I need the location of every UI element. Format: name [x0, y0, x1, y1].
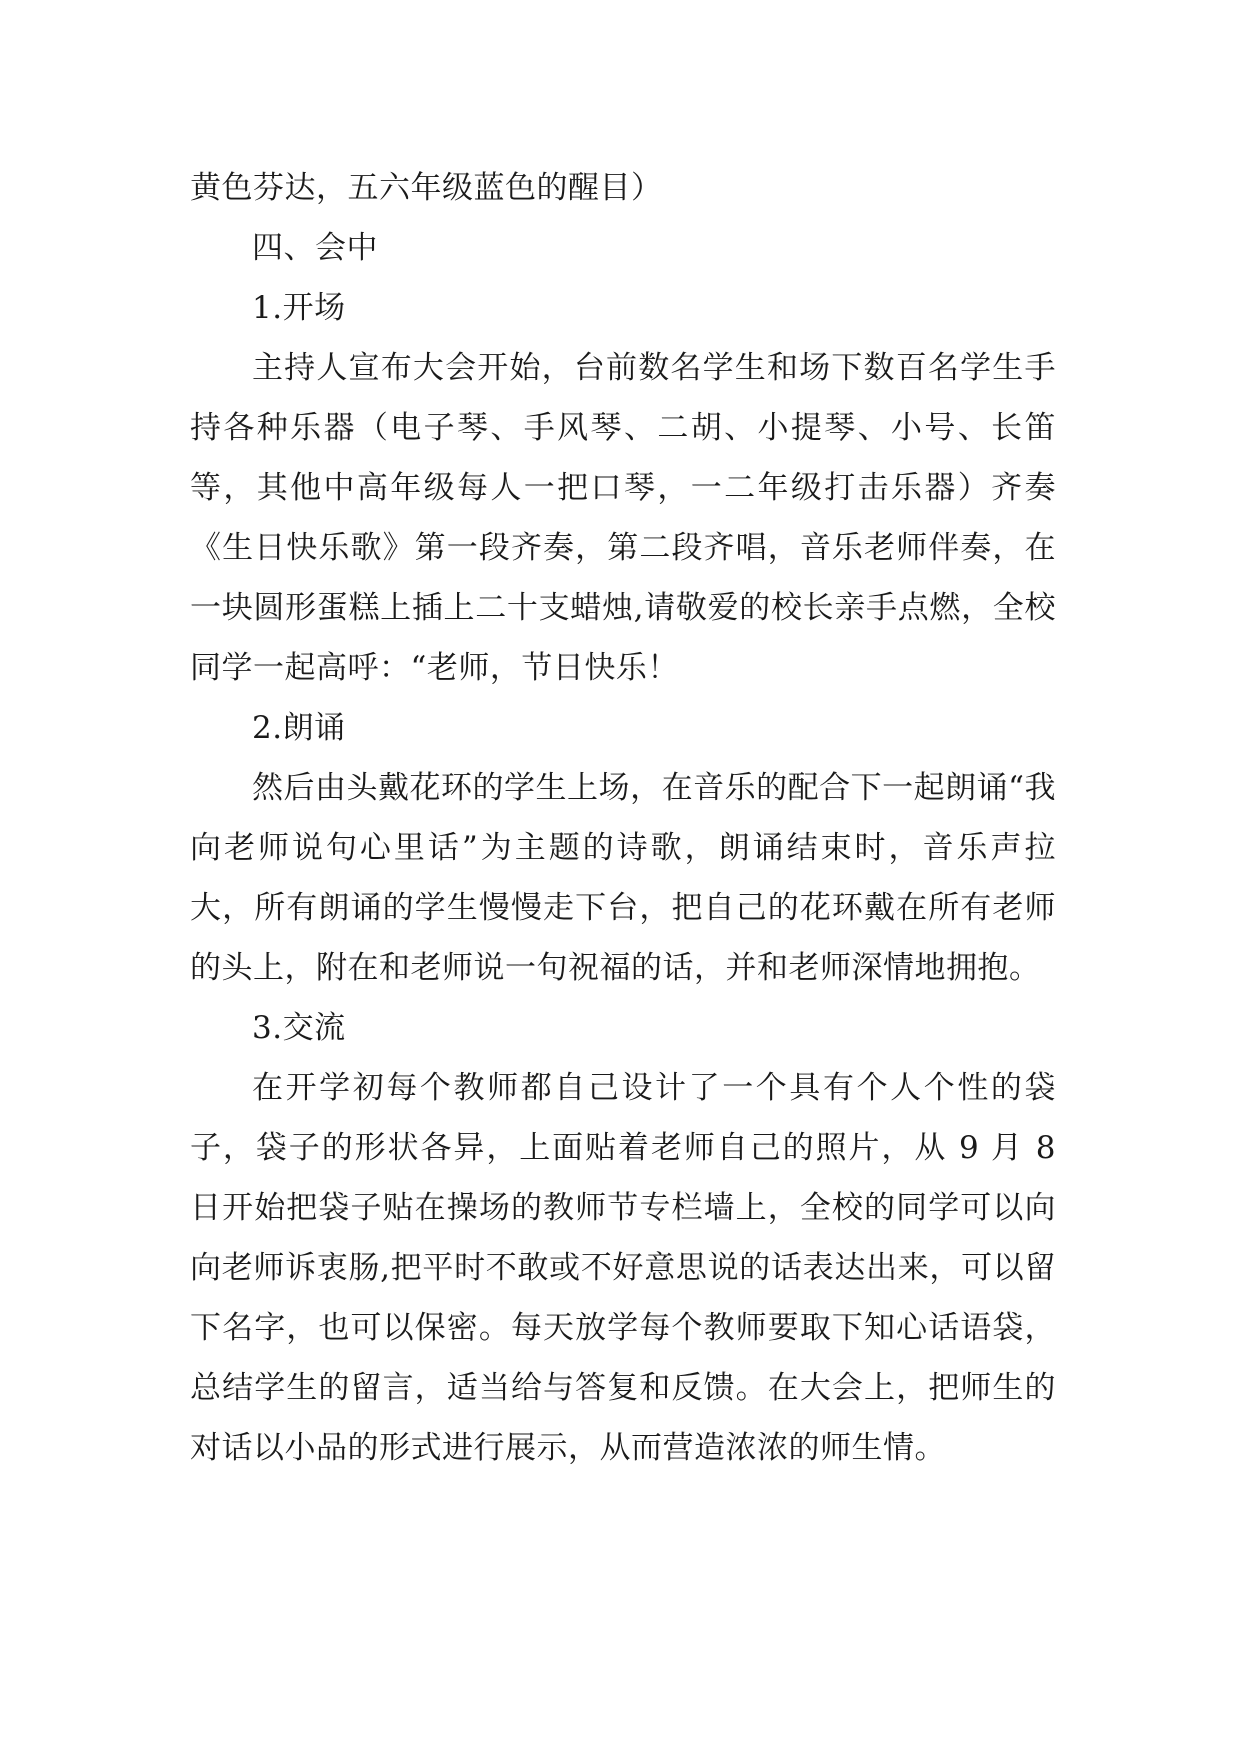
paragraph-exchange: 在开学初每个教师都自己设计了一个具有个人个性的袋子，袋子的形状各异，上面贴着老师自己的照片，从 9 月 8 日开始把袋子贴在操场的教师节专栏墙上，全校的同学可以向向老师诉衷肠,把平时不敢或不好意思说的话表达出来，可以留下名字，也可以保密。每天放学每个教师要取下知心话语袋，总结学生的留言，适当给与答复和反馈。在大会上，把师生的对话以小品的形式进行展示，从而营造浓浓的师生情。 — [190, 1070, 1056, 1466]
paragraph-opening: 主持人宣布大会开始，台前数名学生和场下数百名学生手持各种乐器（电子琴、手风琴、二胡、小提琴、小号、长笛等，其他中高年级每人一把口琴，一二年级打击乐器）齐奏《生日快乐歌》第一段齐奏，第二段齐唱，音乐老师伴奏，在一块圆形蛋糕上插上二十支蜡烛,请敬爱的校长亲手点燃，全校同学一起高呼：“老师，节日快乐！ — [190, 350, 1056, 686]
document-page — [190, 158, 1056, 1478]
subheading-opening: 1.开场 — [252, 290, 346, 326]
paragraph-recitation: 然后由头戴花环的学生上场，在音乐的配合下一起朗诵“我向老师说句心里话”为主题的诗歌，朗诵结束时，音乐声拉大，所有朗诵的学生慢慢走下台，把自己的花环戴在所有老师的头上，附在和老师说一句祝福的话，并和老师深情地拥抱。 — [190, 770, 1056, 986]
subheading-exchange: 3.交流 — [252, 1010, 346, 1046]
continuation-paragraph: 黄色芬达，五六年级蓝色的醒目） — [190, 170, 663, 206]
section-heading-meeting: 四、会中 — [252, 230, 378, 266]
subheading-recitation: 2.朗诵 — [252, 710, 346, 746]
